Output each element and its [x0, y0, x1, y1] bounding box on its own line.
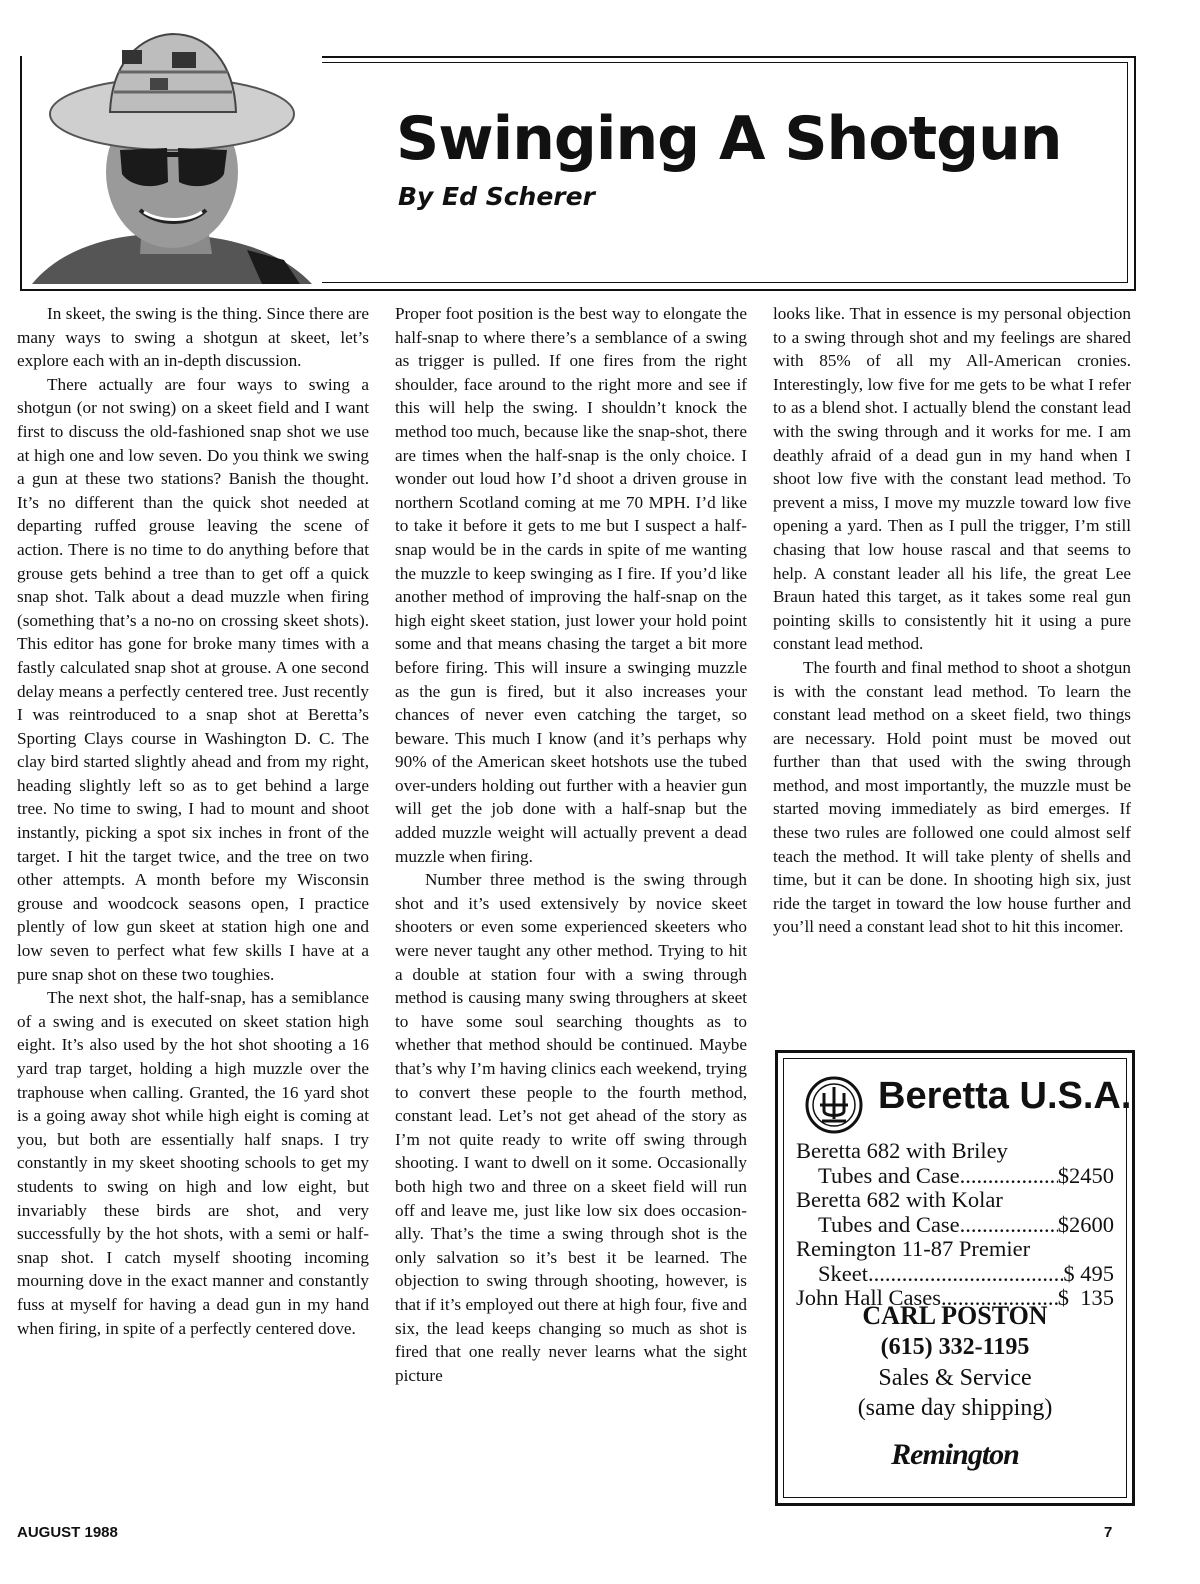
paragraph: looks like. That in essence is my personal objection to a swing through shot and my feelings are shared with 85% of all my All-American cronies. Interestingly, low five for me gets to be what I refer to as a blend shot. I actually blend the constant lead with the swing through and it works for me. I am deathly afraid of a dead gun in my hand when I shoot low five with the constant lead method. To prevent a miss, I move my muzzle toward low five opening a yard. Then as I pull the trigger, I’m still chasing that low house rascal and that seems to help. A constant leader all his life, the great Lee Braun hated this target, as it takes some real gun pointing skills to consistently hit it using a pure constant lead method.	[773, 304, 1131, 654]
page-number: 7	[1104, 1524, 1113, 1541]
item-name: Beretta 682 with Kolar	[796, 1187, 1003, 1212]
article-column-3	[773, 302, 1131, 939]
list-item	[796, 1188, 1114, 1237]
article-column-1	[17, 302, 369, 1340]
article-column-2	[395, 302, 747, 1387]
item-detail: Tubes and Case	[818, 1211, 960, 1237]
article-title: Swinging A Shotgun	[396, 104, 1062, 174]
sales-service-text: Sales & Service	[878, 1365, 1032, 1391]
item-price: $ 495	[1063, 1260, 1114, 1286]
item-detail: Tubes and Case	[818, 1162, 960, 1188]
paragraph: Proper foot position is the best way to elongate the half-snap to where there’s a semblance of a swing as trigger is pulled. If one fires from the right shoulder, face around to the right more and see if this will help the swing. I shouldn’t knock the method too much, because like the snap-shot, there are times when the half-snap is the only choice. I wonder out loud how I’d shoot a driven grouse in northern Scotland coming at me 70 MPH. I’d like to take it before it gets to me but I suspect a half-snap would be in the cards in spite of me wanting the muzzle to keep swinging as I fire. If you’d like another method of improving the half-snap on the high eight skeet station, just lower your hold point some and that means chasing the target a bit more before firing. This will insure a swinging muzzle as the gun is fired, but it also increases your chances of never even catching the target, so beware. This much I know (and it’s perhaps why 90% of the American skeet hotshots use the tubed over-unders holding out further with a heavier gun will get the job done with a half-snap but the added muzzle weight will actually prevent a dead muzzle when firing.	[395, 304, 747, 866]
remington-logo: Remington	[891, 1438, 1019, 1471]
beretta-trident-logo-icon	[804, 1075, 864, 1135]
dealer-phone: (615) 332-1195	[880, 1334, 1030, 1360]
paragraph: In skeet, the swing is the thing. Since there are many ways to swing a shotgun at skeet, let’s explore each with an in-depth discussion.	[17, 304, 369, 371]
dealer-name: CARL POSTON	[862, 1301, 1048, 1330]
paragraph: The fourth and final method to shoot a shotgun is with the constant lead method. To learn the constant lead method on a skeet field, two things are necessary. Hold point must be moved out further than that used with the swing through method, and most importantly, the muzzle must be started moving immediately as bird emerges. If these two rules are followed one could almost self teach the method. It will take plenty of shells and time, but it can be done. In shooting high six, just ride the target in toward the low house further and you’ll need a constant lead shot to hit this incomer.	[773, 657, 1131, 937]
item-detail: Skeet	[818, 1260, 868, 1286]
item-price: $2600	[1057, 1211, 1114, 1237]
beretta-advertisement	[775, 1050, 1135, 1506]
ad-brand-title: Beretta U.S.A.	[878, 1075, 1132, 1117]
item-price: $ 135	[1057, 1285, 1114, 1310]
shipping-text: (same day shipping)	[857, 1395, 1053, 1421]
item-detail: John Hall Cases	[796, 1285, 941, 1310]
author-photo	[22, 22, 322, 284]
paragraph: There actually are four ways to swing a shotgun (or not swing) on a skeet field and I want first to discuss the old-fashioned snap shot we use at high one and low seven. Do you think we swing a gun at these two stations? Banish the thought. It’s no different than the quick shot needed at departing ruffed grouse leaving the scene of action. There is no time to do anything before that grouse gets behind a tree than to get off a quick snap shot. Talk about a dead muzzle when firing (something that’s a no-no on crossing skeet shots). This editor has gone for broke many times with a fastly calculated snap shot at grouse. A one second delay means a perfectly centered tree. Just recently I was reintroduced to a snap shot at Beretta’s Sporting Clays course in Washington D. C. The clay bird started slightly ahead and from my right, heading slightly left so as to get behind a large tree. No time to swing, I had to mount and shoot instantly, picking a spot six inches in front of the target. I hit the target twice, and the tree on two other attempts. A month before my Wisconsin grouse and woodcock seasons open, I practice plently of low gun skeet at station high one and low seven to perfect what few skills I have at a pure snap shot on these two toughies.	[17, 374, 369, 984]
list-item	[796, 1237, 1114, 1286]
item-name: Beretta 682 with Briley	[796, 1138, 1008, 1163]
paragraph: Number three method is the swing through shot and it’s used extensively by novice skeet shooters or even some experienced skeeters who were never taught any other method. Trying to hit a double at station four with a swing through method is causing many swing throughers at skeet to have some soul searching thoughts as to whether that method should be continued. Maybe that’s why I’m having clinics each weekend, trying to convert these people to the fourth method, constant lead. Let’s not get ahead of the story as I’m not quite ready to write off swing through shooting. I want to dwell on it some. Occasionally both high two and three on a skeet field will run off and leave me, just like low six does occasionally. That’s the time a swing through shot is the only salvation so it’s best it be learned. The objection to swing through shooting, however, is that if it’s employed out there at high four, five and six, the lead keeps changing so much as shot is fired that one really never learns what the sight picture	[395, 870, 747, 1385]
paragraph: The next shot, the half-snap, has a semiblance of a swing and is executed on skeet station high eight. It’s also used by the hot shot shooting a 16 yard trap target, holding a high muzzle over the traphouse when calling. Granted, the 16 yard shot is a going away shot while high eight is coming at you, but both are essentially half snaps. I try constantly in my skeet shooting schools to get my students to swing on high and low eight, but invariably these birds are shot, and very successfully by the hot shots, with a semi or half-snap shot. I catch myself shooting incoming mourning dove in the exact manner and constantly fuss at myself for having a dead gun in my hand when firing, in spite of a perfectly centered dove.	[17, 988, 369, 1338]
item-price: $2450	[1057, 1162, 1114, 1188]
item-name: Remington 11-87 Premier	[796, 1236, 1031, 1261]
ad-price-list	[796, 1139, 1114, 1311]
article-byline: By Ed Scherer	[398, 182, 595, 211]
list-item	[796, 1139, 1114, 1188]
issue-date: AUGUST 1988	[17, 1524, 118, 1541]
